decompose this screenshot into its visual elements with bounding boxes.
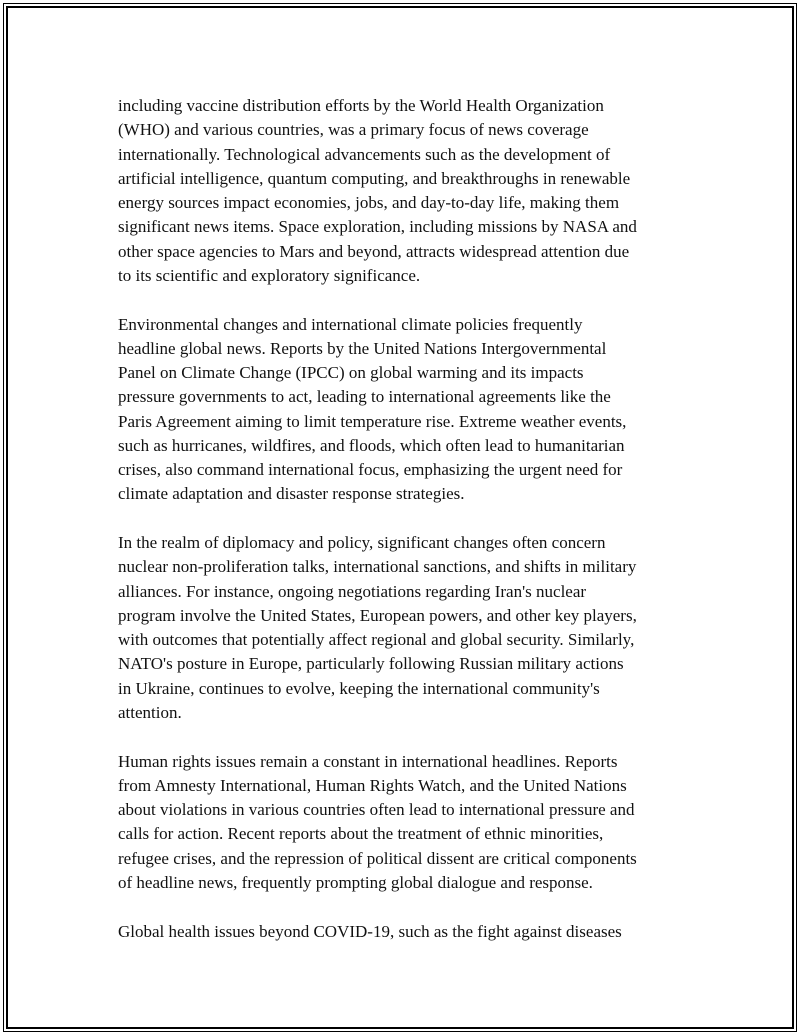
paragraph-diplomacy-policy: In the realm of diplomacy and policy, significant changes often concern nuclear non-proliferation talks, international sanctions, and shifts in military alliances. For instance, ongoing negotiations regarding Iran's nuclear program involve the United States, European powers, and other key players, with outcomes that potentially affect regional and global security. Similarly, NATO's posture in Europe, particularly following Russian military actions in Ukraine, continues to evolve, keeping the international community's attention. [118,533,637,722]
paragraph-vaccine-technology-space: including vaccine distribution efforts by the World Health Organization (WHO) and various countries, was a primary focus of news coverage internationally. Technological advancements such as the development of artificial intelligence, quantum computing, and breakthroughs in renewable energy sources impact economies, jobs, and day-to-day life, making them significant news items. Space exploration, including missions by NASA and other space agencies to Mars and beyond, attracts widespread attention due to its scientific and exploratory significance. [118,96,637,285]
document-body [118,94,708,944]
paragraph-environment-climate: Environmental changes and international climate policies frequently headline global news. Reports by the United Nations Intergovernmental Panel on Climate Change (IPCC) on global warming and its impacts pressure governments to act, leading to international agreements like the Paris Agreement aiming to limit temperature rise. Extreme weather events, such as hurricanes, wildfires, and floods, which often lead to humanitarian crises, also command international focus, emphasizing the urgent need for climate adaptation and disaster response strategies. [118,314,627,504]
paragraph-global-health: Global health issues beyond COVID-19, such as the fight against diseases [118,921,622,941]
paragraph-human-rights: Human rights issues remain a constant in international headlines. Reports from Amnesty International, Human Rights Watch, and the United Nations about violations in various countries often lead to international pressure and calls for action. Recent reports about the treatment of ethnic minorities, refugee crises, and the repression of political dissent are critical components of headline news, frequently prompting global dialogue and response. [118,751,637,892]
